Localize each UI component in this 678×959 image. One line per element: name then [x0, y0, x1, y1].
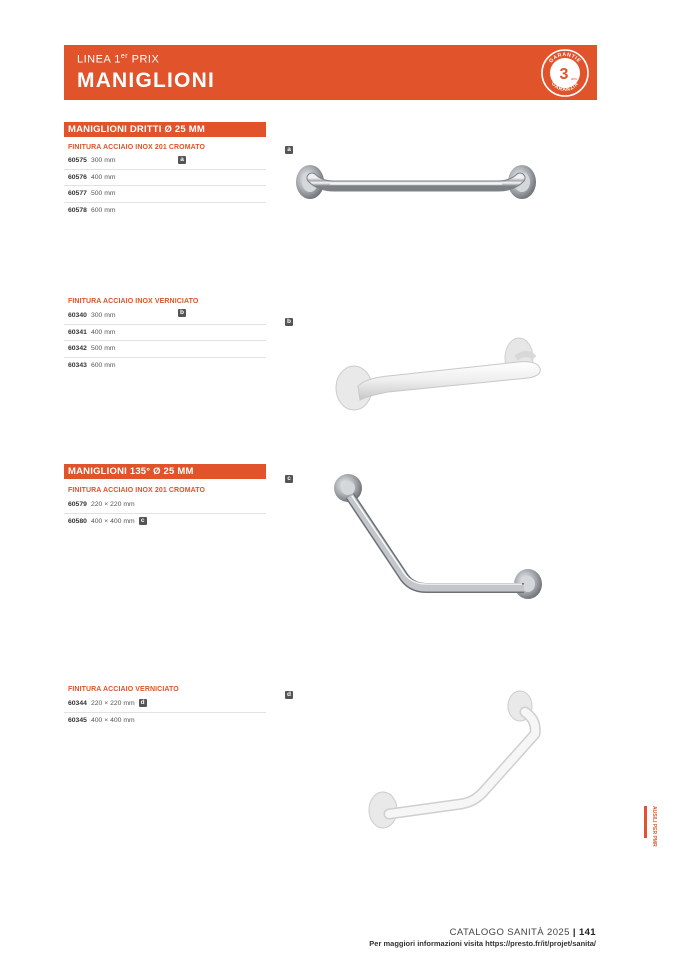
category-side-tab: AUSILI PER PMR [644, 806, 654, 838]
finish-label: FINITURA ACCIAIO INOX VERNICIATO [68, 298, 199, 305]
product-table [64, 152, 266, 218]
product-code: 60341 [68, 328, 87, 336]
product-size: 600 mm [91, 361, 116, 369]
variant-tag: d [139, 699, 147, 707]
image-tag: a [285, 146, 293, 154]
product-code: 60345 [68, 716, 87, 724]
variant-tag: a [178, 156, 186, 164]
product-code: 60579 [68, 500, 87, 508]
finish-label: FINITURA ACCIAIO INOX 201 CROMATO [68, 144, 206, 151]
product-code: 60340 [68, 311, 87, 319]
product-size: 400 × 400 mm [91, 716, 135, 724]
product-size: 220 × 220 mm [91, 699, 135, 707]
svg-text:GARANTIE: GARANTIE [548, 51, 582, 65]
product-code: 60580 [68, 517, 87, 525]
footer-catalog-label: CATALOGO SANITÀ 2025 | 141 [449, 927, 596, 938]
finish-label: FINITURA ACCIAIO VERNICIATO [68, 686, 179, 693]
product-line-label: LINEA 1er PRIX [77, 53, 160, 66]
table-row [64, 169, 266, 186]
image-tag: d [285, 691, 293, 699]
table-row [64, 712, 266, 729]
section-title-straight-bars: MANIGLIONI DRITTI Ø 25 MM [64, 122, 266, 137]
white-angled-bar-image [365, 690, 550, 832]
product-table [64, 695, 266, 728]
product-size: 400 mm [91, 173, 116, 181]
page-title: MANIGLIONI [77, 69, 215, 92]
footer-info-link[interactable]: Per maggiori informazioni visita https://presto.fr/it/projet/sanita/ [369, 939, 596, 948]
product-size: 300 mm [91, 311, 116, 319]
svg-text:GARANZIA: GARANZIA [549, 80, 581, 94]
table-row [64, 152, 266, 169]
product-size: 500 mm [91, 345, 116, 353]
product-code: 60344 [68, 699, 87, 707]
table-row [64, 357, 266, 374]
svg-text:3: 3 [559, 66, 569, 83]
product-size: 600 mm [91, 206, 116, 214]
image-tag: b [285, 318, 293, 326]
table-row [64, 513, 266, 530]
white-straight-bar-image [328, 336, 550, 412]
table-row [64, 340, 266, 357]
table-row [64, 185, 266, 202]
variant-tag: b [178, 309, 186, 317]
page-header [64, 45, 597, 100]
product-code: 60578 [68, 206, 87, 214]
table-row [64, 324, 266, 341]
product-code: 60576 [68, 173, 87, 181]
chrome-angled-bar-image [330, 470, 550, 604]
product-code: 60342 [68, 345, 87, 353]
product-size: 400 mm [91, 328, 116, 336]
page-number: 141 [578, 927, 596, 938]
product-size: 400 × 400 mm [91, 517, 135, 525]
table-row [64, 307, 266, 324]
table-row [64, 202, 266, 219]
section-title-angled-bars: MANIGLIONI 135° Ø 25 MM [64, 464, 266, 479]
product-size: 500 mm [91, 190, 116, 198]
product-size: 300 mm [91, 156, 116, 164]
image-tag: c [285, 475, 293, 483]
table-row [64, 695, 266, 712]
finish-label: FINITURA ACCIAIO INOX 201 CROMATO [68, 487, 206, 494]
product-code: 60575 [68, 156, 87, 164]
svg-text:ans: ans [571, 77, 577, 81]
table-row [64, 496, 266, 513]
chrome-straight-bar-image [290, 158, 550, 206]
product-table [64, 307, 266, 373]
product-table [64, 496, 266, 529]
product-code: 60577 [68, 190, 87, 198]
product-size: 220 × 220 mm [91, 500, 135, 508]
product-code: 60343 [68, 361, 87, 369]
warranty-badge-icon [541, 49, 589, 97]
variant-tag: c [139, 517, 147, 525]
